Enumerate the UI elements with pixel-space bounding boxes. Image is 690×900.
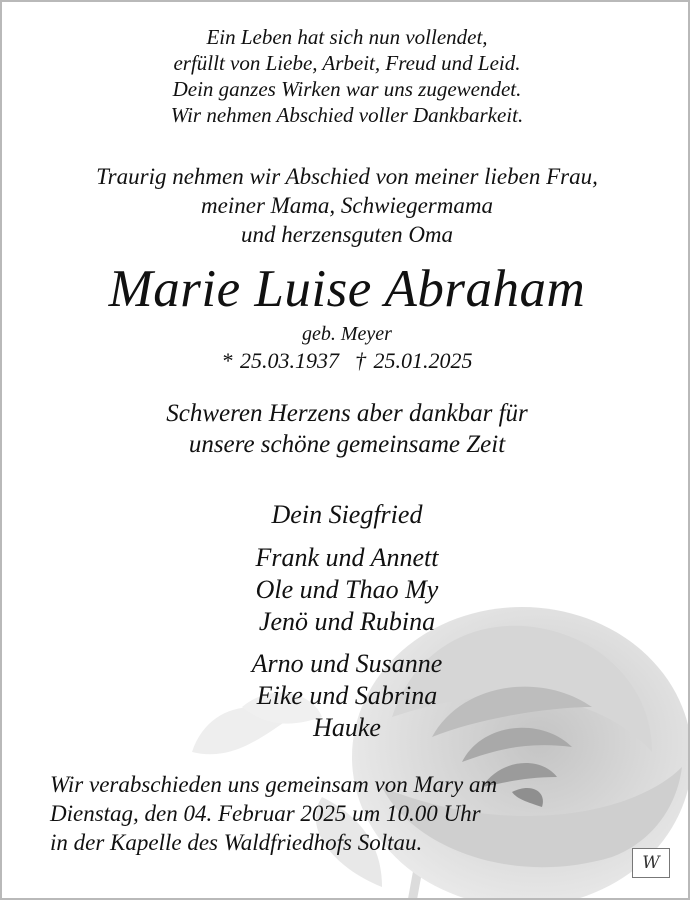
mourner: Frank und Annett xyxy=(255,543,439,572)
funeral-line: in der Kapelle des Waldfriedhofs Soltau. xyxy=(50,830,423,855)
poem xyxy=(2,24,690,128)
birth-name: geb. Meyer xyxy=(302,323,392,345)
mourners-group-spouse xyxy=(2,499,690,531)
mourners-group-children xyxy=(2,542,690,638)
life-dates xyxy=(2,347,690,375)
poem-line: Ein Leben hat sich nun vollendet, xyxy=(206,25,488,49)
intro-text xyxy=(2,162,690,249)
intro-line: Traurig nehmen wir Abschied von meiner lieben Frau, xyxy=(96,164,598,189)
thanks-line: unsere schöne gemeinsame Zeit xyxy=(188,431,506,458)
mourner: Ole und Thao My xyxy=(255,575,439,604)
mourner: Eike und Sabrina xyxy=(256,681,438,710)
mourner: Jenö und Rubina xyxy=(258,607,436,636)
mourner: Hauke xyxy=(313,713,381,742)
mourner: Dein Siegfried xyxy=(271,500,423,529)
deceased-name: Marie Luise Abraham xyxy=(108,260,586,318)
mourner: Arno und Susanne xyxy=(251,649,443,678)
thanks-text xyxy=(2,398,690,460)
funeral-line: Wir verabschieden uns gemeinsam von Mary am xyxy=(50,772,498,797)
poem-line: Wir nehmen Abschied voller Dankbarkeit. xyxy=(170,103,524,127)
birth-date: * 25.03.1937 xyxy=(221,348,339,373)
intro-line: meiner Mama, Schwiegermama xyxy=(201,193,493,218)
mourners-group-family xyxy=(2,648,690,744)
death-date: † 25.01.2025 xyxy=(355,348,473,373)
poem-line: erfüllt von Liebe, Arbeit, Freud und Leid. xyxy=(173,51,521,75)
thanks-line: Schweren Herzens aber dankbar für xyxy=(166,400,528,427)
publisher-mark-icon: W xyxy=(632,848,670,878)
poem-line: Dein ganzes Wirken war uns zugewendet. xyxy=(172,77,522,101)
funeral-line: Dienstag, den 04. Februar 2025 um 10.00 Uhr xyxy=(50,801,481,826)
intro-line: und herzensguten Oma xyxy=(240,222,454,247)
funeral-details xyxy=(50,770,650,857)
